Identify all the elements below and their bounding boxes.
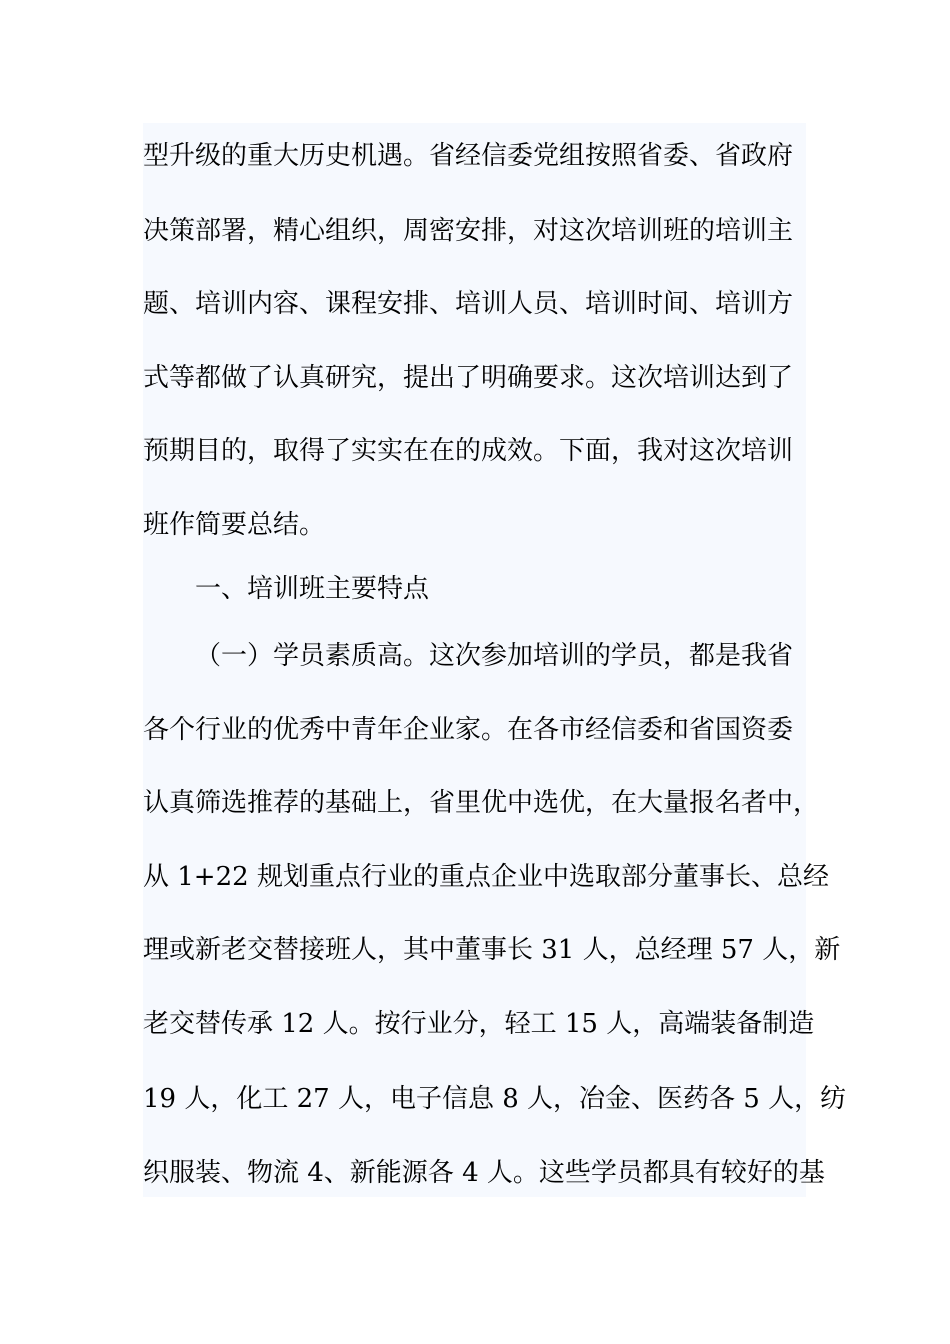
paragraph-line: 19 人，化工 27 人，电子信息 8 人，冶金、医药各 5 人，纺 xyxy=(143,1084,847,1114)
paragraph-line: 型升级的重大历史机遇。省经信委党组按照省委、省政府 xyxy=(143,141,794,171)
document-body xyxy=(143,123,847,1197)
section-heading: 一、培训班主要特点 xyxy=(195,574,430,604)
paragraph-line: 老交替传承 12 人。按行业分，轻工 15 人，高端装备制造 xyxy=(143,1009,815,1039)
paragraph-line: 预期目的，取得了实实在在的成效。下面，我对这次培训 xyxy=(143,436,794,466)
paragraph-line: （一）学员素质高。这次参加培训的学员，都是我省 xyxy=(195,641,794,671)
paragraph-line: 从 1+22 规划重点行业的重点企业中选取部分董事长、总经 xyxy=(143,862,829,892)
paragraph-line: 理或新老交替接班人，其中董事长 31 人，总经理 57 人，新 xyxy=(143,935,841,965)
paragraph-line: 织服装、物流 4、新能源各 4 人。这些学员都具有较好的基 xyxy=(143,1158,825,1188)
paragraph-line: 决策部署，精心组织，周密安排，对这次培训班的培训主 xyxy=(143,216,794,246)
paragraph-line: 班作简要总结。 xyxy=(143,510,326,540)
paragraph-line: 题、培训内容、课程安排、培训人员、培训时间、培训方 xyxy=(143,289,794,319)
paragraph-line: 各个行业的优秀中青年企业家。在各市经信委和省国资委 xyxy=(143,715,794,745)
paragraph-line: 认真筛选推荐的基础上，省里优中选优，在大量报名者中， xyxy=(143,788,820,818)
paragraph-line: 式等都做了认真研究，提出了明确要求。这次培训达到了 xyxy=(143,363,794,393)
